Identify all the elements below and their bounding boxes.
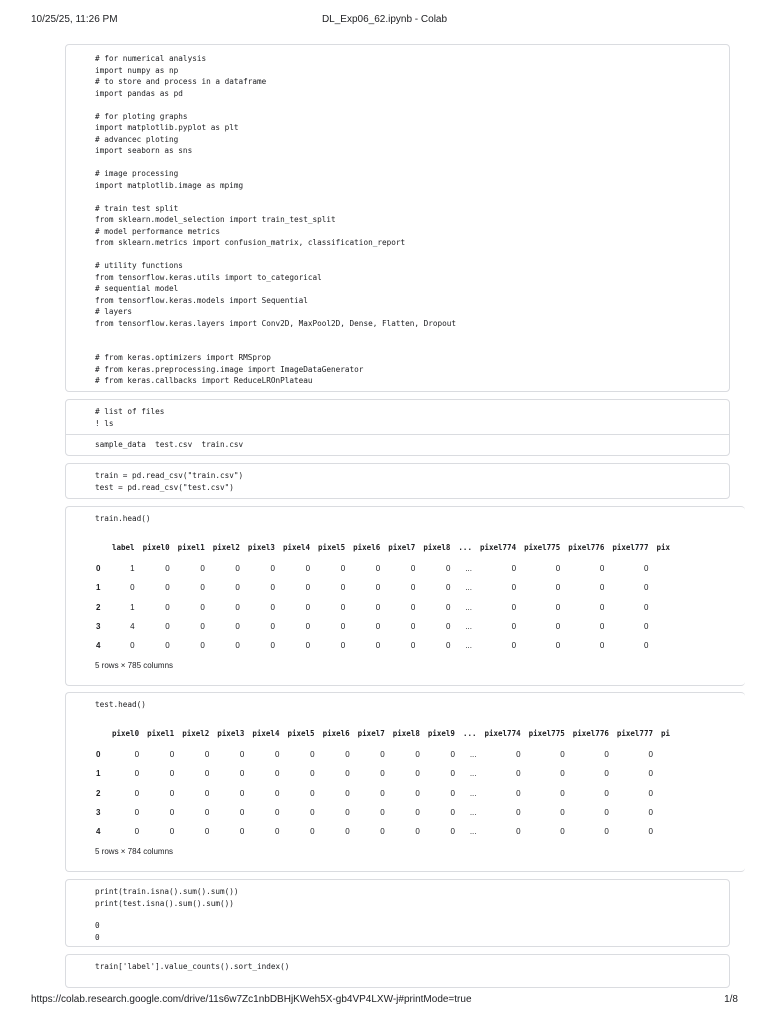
table-cell: 0 xyxy=(648,788,653,798)
table-row xyxy=(90,803,674,822)
table-cell: 0 xyxy=(165,641,170,651)
table-cell: 0 xyxy=(511,641,517,651)
table-cell: 0 xyxy=(599,622,605,632)
code-cell-read-csv[interactable] xyxy=(65,463,730,499)
table-row xyxy=(90,559,674,578)
table-cell: ... xyxy=(469,750,477,760)
table-cell: 0 xyxy=(410,622,416,632)
test-dataframe-table xyxy=(90,721,674,841)
cell-output: 0 0 xyxy=(95,921,100,942)
table-cell: 0 xyxy=(204,827,210,837)
table-cell: 0 xyxy=(555,622,561,632)
column-header: pix xyxy=(656,542,671,552)
table-cell: 0 xyxy=(235,583,240,593)
table-row xyxy=(90,784,674,803)
code-editor[interactable]: train.head() xyxy=(95,514,151,523)
code-cell-value-counts[interactable] xyxy=(65,954,730,988)
code-editor[interactable]: train['label'].value_counts().sort_index() xyxy=(95,962,290,971)
table-cell: 0 xyxy=(130,641,135,651)
table-cell: 0 xyxy=(445,602,451,612)
table-cell: 0 xyxy=(239,827,245,837)
table-cell: ... xyxy=(465,564,472,574)
train-dataframe-table xyxy=(90,535,674,655)
table-cell: 0 xyxy=(380,750,385,760)
code-editor[interactable]: train = pd.read_csv("train.csv") test = pd.read_csv("test.csv") xyxy=(95,471,244,492)
table-cell: 0 xyxy=(239,788,245,798)
table-cell: 0 xyxy=(555,583,561,593)
column-header: pixel2 xyxy=(182,728,210,738)
table-cell: 0 xyxy=(305,564,311,574)
code-editor[interactable]: # list of files ! ls xyxy=(95,407,165,428)
table-cell: 0 xyxy=(305,641,311,651)
row-index: 3 xyxy=(96,622,101,632)
table-cell: 0 xyxy=(511,564,517,574)
table-row xyxy=(90,636,674,655)
table-cell: 0 xyxy=(375,602,381,612)
table-cell: 0 xyxy=(235,641,240,651)
row-index: 1 xyxy=(96,583,101,593)
table-cell: 0 xyxy=(235,602,240,612)
table-cell: 0 xyxy=(644,641,649,651)
table-cell: 0 xyxy=(275,788,280,798)
table-cell: 0 xyxy=(604,827,609,837)
column-header: pixel8 xyxy=(392,728,420,738)
row-index: 3 xyxy=(96,808,101,818)
output-area xyxy=(66,434,729,451)
table-cell: 0 xyxy=(275,750,280,760)
column-header: pixel6 xyxy=(353,542,381,552)
table-cell: 0 xyxy=(235,564,240,574)
table-cell: 0 xyxy=(310,750,315,760)
column-header: pixel776 xyxy=(568,542,605,552)
print-header xyxy=(31,14,738,30)
table-cell: 0 xyxy=(648,827,653,837)
table-cell: 0 xyxy=(415,769,420,779)
column-header: pi xyxy=(660,728,671,738)
table-cell: 0 xyxy=(340,564,346,574)
table-cell: 0 xyxy=(345,827,350,837)
table-cell: ... xyxy=(469,808,477,818)
column-header: ... xyxy=(458,542,472,552)
print-footer xyxy=(31,994,738,1010)
code-cell-test-head[interactable] xyxy=(65,692,745,872)
table-cell: 0 xyxy=(516,808,521,818)
table-row xyxy=(90,822,674,841)
table-cell: 0 xyxy=(415,750,420,760)
table-cell: 0 xyxy=(511,602,517,612)
table-cell: 0 xyxy=(450,827,455,837)
table-cell: 0 xyxy=(450,808,455,818)
table-cell: 0 xyxy=(305,583,311,593)
row-index: 1 xyxy=(96,769,101,779)
table-cell xyxy=(652,598,674,617)
table-cell: 0 xyxy=(169,769,175,779)
table-cell: 0 xyxy=(305,602,311,612)
table-cell: 0 xyxy=(310,827,315,837)
table-cell: ... xyxy=(465,602,472,612)
table-cell: 0 xyxy=(644,622,649,632)
column-header: pixel4 xyxy=(252,728,280,738)
table-cell: 0 xyxy=(239,750,245,760)
table-cell: 0 xyxy=(604,788,609,798)
table-cell: 0 xyxy=(560,788,565,798)
table-cell: ... xyxy=(469,788,477,798)
table-row xyxy=(90,617,674,636)
column-header: pixel3 xyxy=(247,542,275,552)
table-cell xyxy=(652,617,674,636)
column-header: label xyxy=(112,542,135,552)
code-cell-ls[interactable] xyxy=(65,399,730,456)
code-editor[interactable]: test.head() xyxy=(95,700,146,709)
table-cell xyxy=(657,764,674,783)
table-cell: 0 xyxy=(560,750,565,760)
table-cell: 0 xyxy=(516,769,521,779)
table-cell: 0 xyxy=(275,808,280,818)
table-cell: ... xyxy=(469,769,477,779)
table-cell: 0 xyxy=(204,750,210,760)
column-header: pixel775 xyxy=(524,542,561,552)
table-cell: 0 xyxy=(375,641,381,651)
table-cell: 0 xyxy=(204,769,210,779)
table-cell: 0 xyxy=(599,641,605,651)
table-cell: 0 xyxy=(200,564,205,574)
dataframe-shape: 5 rows × 785 columns xyxy=(95,661,174,671)
table-cell: 0 xyxy=(345,750,350,760)
table-cell: 0 xyxy=(275,769,280,779)
table-cell: 0 xyxy=(270,564,275,574)
table-cell: 0 xyxy=(450,788,455,798)
table-cell: 0 xyxy=(555,602,561,612)
table-cell xyxy=(657,784,674,803)
table-cell: 0 xyxy=(200,583,205,593)
table-cell: 0 xyxy=(648,750,653,760)
table-cell: 0 xyxy=(165,622,170,632)
code-editor[interactable]: # for numerical analysis import numpy as np # to store and process in a dataframe import pandas as pd # for ploting graphs import matplotlib.pyplot as plt # advancec ploting import seaborn as sns # image processing import matplotlib.image as mpimg # train test split from sklearn.model_selection import train_test_split # model performance metrics from sklearn.metrics import confusion_matrix, classification_report # utility functions from tensorflow.keras.utils import to_categorical # sequential model from tensorflow.keras.models import Sequential # layers from tensorflow.keras.layers import Conv2D, MaxPool2D, Dense, Flatten, Dropout # from keras.optimizers import RMSprop # from keras.preprocessing.image import ImageDataGenerator # from keras.callbacks import ReduceLROnPlateau xyxy=(95,54,457,385)
table-cell: 0 xyxy=(511,622,517,632)
column-header: pixel8 xyxy=(423,542,451,552)
table-cell: 0 xyxy=(560,769,565,779)
table-cell: 0 xyxy=(555,641,561,651)
table-cell: 0 xyxy=(270,622,275,632)
column-header: pixel5 xyxy=(287,728,315,738)
table-cell: 0 xyxy=(345,769,350,779)
column-header: pixel1 xyxy=(147,728,175,738)
table-cell: 0 xyxy=(130,583,135,593)
table-cell xyxy=(657,822,674,841)
table-cell: 0 xyxy=(380,788,385,798)
table-cell xyxy=(652,636,674,655)
table-cell: 0 xyxy=(380,808,385,818)
table-cell: 0 xyxy=(200,641,205,651)
table-cell: 0 xyxy=(134,808,140,818)
table-cell: 0 xyxy=(340,622,346,632)
table-row xyxy=(90,764,674,783)
table-cell xyxy=(657,745,674,764)
table-cell: 0 xyxy=(380,827,385,837)
code-editor[interactable]: print(train.isna().sum().sum()) print(test.isna().sum().sum()) xyxy=(95,887,239,908)
column-header: pixel774 xyxy=(484,728,521,738)
page-url: https://colab.research.google.com/drive/11s6w7Zc1nbDBHjKWeh5X-gb4VP4LXW-j#printMode=true xyxy=(31,994,472,1005)
table-cell: 0 xyxy=(204,788,210,798)
table-cell: 0 xyxy=(169,788,175,798)
dataframe-shape: 5 rows × 784 columns xyxy=(95,847,174,857)
table-cell: 0 xyxy=(310,808,315,818)
table-cell: 0 xyxy=(415,788,420,798)
table-cell: 0 xyxy=(648,769,653,779)
table-cell: 0 xyxy=(169,750,175,760)
table-cell: 0 xyxy=(340,641,346,651)
table-cell: 0 xyxy=(310,769,315,779)
table-cell: 0 xyxy=(516,788,521,798)
table-cell: 0 xyxy=(560,808,565,818)
row-index: 4 xyxy=(96,827,101,837)
column-header: pixel5 xyxy=(318,542,346,552)
table-cell: ... xyxy=(465,622,472,632)
page-number: 1/8 xyxy=(724,994,738,1005)
table-cell: 0 xyxy=(134,750,140,760)
table-cell: ... xyxy=(469,827,477,837)
code-cell-isna[interactable] xyxy=(65,879,730,947)
table-cell: 0 xyxy=(445,622,451,632)
table-cell: 0 xyxy=(169,808,175,818)
column-header: pixel776 xyxy=(572,728,609,738)
column-header: pixel0 xyxy=(142,542,170,552)
table-cell: 0 xyxy=(239,769,245,779)
table-cell: 0 xyxy=(165,564,170,574)
column-header xyxy=(90,721,108,745)
table-cell: 0 xyxy=(310,788,315,798)
column-header: pixel777 xyxy=(616,728,653,738)
table-cell xyxy=(657,803,674,822)
table-cell: 0 xyxy=(270,583,275,593)
table-cell: 0 xyxy=(599,564,605,574)
table-cell: 0 xyxy=(340,602,346,612)
row-index: 2 xyxy=(96,602,101,612)
column-header: pixel0 xyxy=(112,728,140,738)
table-cell: 0 xyxy=(516,827,521,837)
code-cell-imports[interactable] xyxy=(65,44,730,392)
table-cell: 0 xyxy=(165,583,170,593)
table-cell: 0 xyxy=(644,602,649,612)
table-cell: 0 xyxy=(380,769,385,779)
column-header: pixel777 xyxy=(612,542,649,552)
table-cell: 0 xyxy=(134,827,140,837)
notebook-title: DL_Exp06_62.ipynb - Colab xyxy=(321,14,448,25)
table-row xyxy=(90,745,674,764)
table-cell: 0 xyxy=(511,583,517,593)
table-cell: 0 xyxy=(375,564,381,574)
table-cell: 0 xyxy=(555,564,561,574)
column-header: pixel1 xyxy=(177,542,205,552)
code-cell-train-head[interactable] xyxy=(65,506,745,686)
column-header: pixel3 xyxy=(217,728,245,738)
table-cell: 0 xyxy=(375,622,381,632)
row-index: 2 xyxy=(96,788,101,798)
row-index: 0 xyxy=(96,750,101,760)
table-cell: 0 xyxy=(450,769,455,779)
column-header: pixel9 xyxy=(427,728,455,738)
column-header: pixel2 xyxy=(212,542,240,552)
table-cell: 0 xyxy=(270,641,275,651)
table-cell: 0 xyxy=(648,808,653,818)
column-header: pixel4 xyxy=(282,542,311,552)
column-header xyxy=(90,535,108,559)
row-index: 4 xyxy=(96,641,101,651)
table-cell: 0 xyxy=(134,769,140,779)
table-header-row xyxy=(90,535,674,559)
table-cell: 0 xyxy=(340,583,346,593)
table-cell: 0 xyxy=(415,827,420,837)
cell-output: sample_data test.csv train.csv xyxy=(95,440,244,449)
table-cell: 0 xyxy=(410,602,416,612)
table-cell: 0 xyxy=(239,808,245,818)
table-row xyxy=(90,598,674,617)
table-cell: 0 xyxy=(599,583,605,593)
table-cell: 0 xyxy=(445,641,451,651)
table-cell xyxy=(652,559,674,578)
table-cell: ... xyxy=(465,583,472,593)
table-cell: 0 xyxy=(375,583,381,593)
column-header: ... xyxy=(462,728,477,738)
table-cell: 0 xyxy=(200,622,205,632)
table-cell: 4 xyxy=(130,622,135,632)
table-cell xyxy=(652,578,674,597)
table-cell: 0 xyxy=(134,788,140,798)
table-cell: 0 xyxy=(165,602,170,612)
table-cell: 0 xyxy=(644,564,649,574)
column-header: pixel7 xyxy=(388,542,416,552)
table-cell: 0 xyxy=(415,808,420,818)
table-cell: ... xyxy=(465,641,472,651)
table-row xyxy=(90,578,674,597)
table-cell: 0 xyxy=(516,750,521,760)
table-cell: 0 xyxy=(169,827,175,837)
print-datetime: 10/25/25, 11:26 PM xyxy=(31,14,118,25)
table-cell: 0 xyxy=(599,602,605,612)
table-cell: 0 xyxy=(604,769,609,779)
row-index: 0 xyxy=(96,564,101,574)
column-header: pixel774 xyxy=(479,542,517,552)
table-cell: 0 xyxy=(604,750,609,760)
table-cell: 0 xyxy=(410,564,416,574)
table-cell: 0 xyxy=(560,827,565,837)
table-cell: 0 xyxy=(604,808,609,818)
column-header: pixel7 xyxy=(357,728,385,738)
table-cell: 0 xyxy=(450,750,455,760)
table-cell: 0 xyxy=(445,583,451,593)
table-cell: 0 xyxy=(644,583,649,593)
table-cell: 0 xyxy=(235,622,240,632)
column-header: pixel775 xyxy=(528,728,565,738)
table-cell: 0 xyxy=(305,622,311,632)
table-cell: 0 xyxy=(410,583,416,593)
table-cell: 0 xyxy=(345,788,350,798)
table-cell: 0 xyxy=(345,808,350,818)
column-header: pixel6 xyxy=(322,728,350,738)
table-cell: 1 xyxy=(130,602,135,612)
table-cell: 0 xyxy=(275,827,280,837)
table-cell: 1 xyxy=(130,564,135,574)
table-header-row xyxy=(90,721,674,745)
table-cell: 0 xyxy=(200,602,205,612)
table-cell: 0 xyxy=(410,641,416,651)
table-cell: 0 xyxy=(270,602,275,612)
table-cell: 0 xyxy=(204,808,210,818)
table-cell: 0 xyxy=(445,564,451,574)
